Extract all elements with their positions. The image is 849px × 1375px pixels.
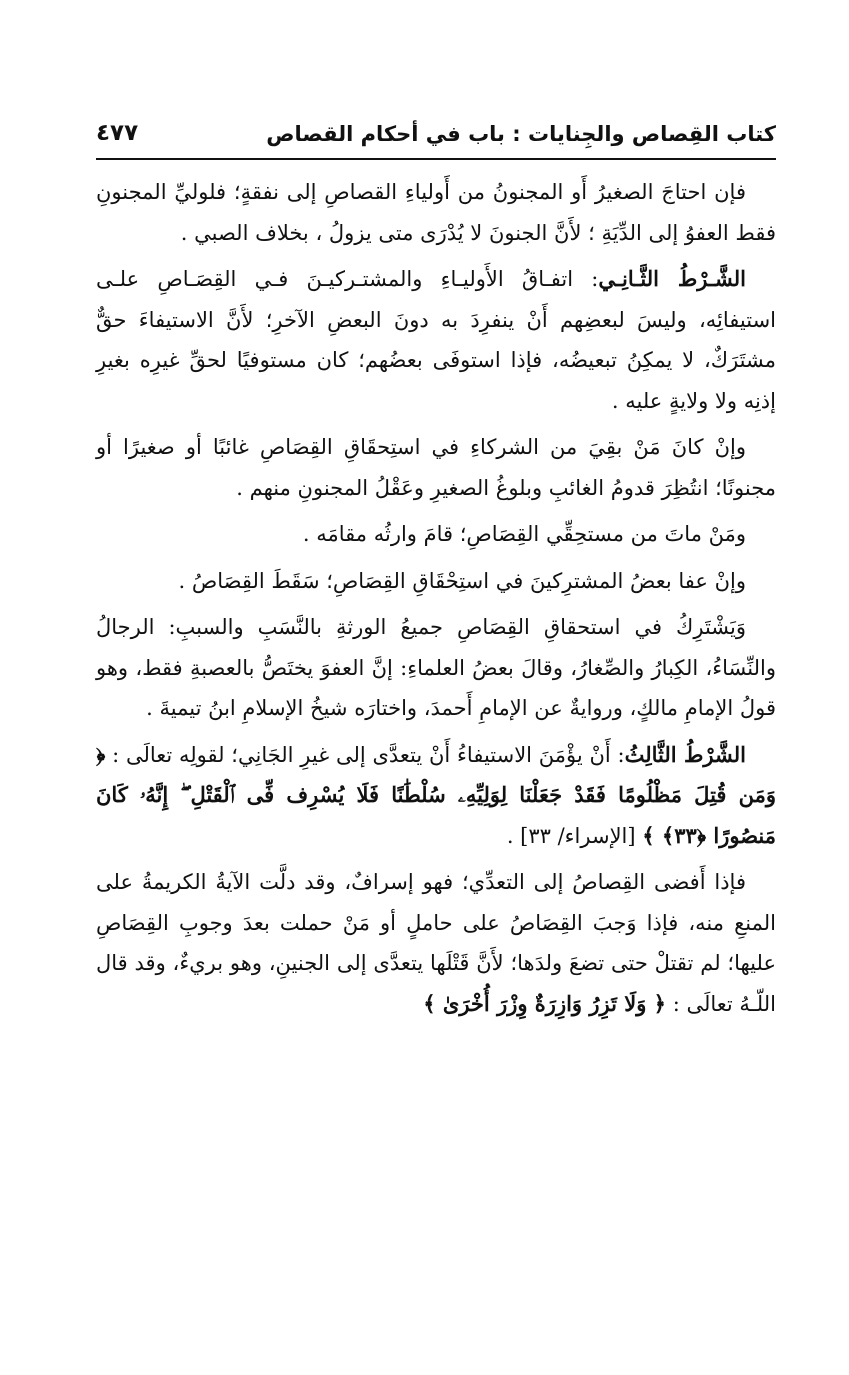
paragraph-text: وَيَشْتَرِكُ في استحقاقِ القِصَاصِ جميعُ الورثةِ بالنَّسَبِ والسببِ: الرجالُ والنِّسَاءُ، الكِبارُ والصِّغارُ، وقالَ بعضُ العلماءِ: إنَّ العفوَ يختَصُّ بالعصبةِ فقط، وهو قولُ الإمامِ مالكٍ، وروايةٌ عن الإمامِ أَحمدَ، واختارَه شيخُ الإسلامِ ابنُ تيميةَ . — [96, 615, 776, 720]
running-title: كتاب القِصاص والجِنايات : باب في أحكام القصاص — [266, 122, 776, 146]
condition-heading-third: الشَّرْطُ الثَّالِثُ — [624, 741, 746, 767]
paragraph-4 — [96, 514, 776, 555]
verse-reference: [الإسراء/ ٣٣] . — [506, 823, 636, 848]
paragraph-text: ومَنْ ماتَ من مستحِقِّي القِصَاصِ؛ قامَ وارثُه مقامَه . — [302, 522, 746, 546]
paragraph-2 — [96, 259, 776, 421]
paragraph-3 — [96, 427, 776, 508]
header-rule — [96, 158, 776, 160]
condition-heading-second: الشَّـرْطُ الثَّـانِـي — [598, 266, 746, 291]
paragraph-8 — [96, 862, 776, 1024]
paragraph-7 — [96, 735, 776, 857]
paragraph-6 — [96, 607, 776, 729]
paragraph-text: وإنْ كانَ مَنْ بقِيَ من الشركاءِ في استِحقَاقِ القِصَاصِ غائبًا أو صغيرًا أو مجنونًا؛ انتُظِرَ قدومُ الغائبِ وبلوغُ الصغيرِ وعَقْلُ المجنونِ منهم . — [96, 435, 776, 500]
paragraph-text: : اتفـاقُ الأَوليـاءِ والمشتـركيـنَ فـي القِصَـاصِ علـى استيفائِه، وليسَ لبعضِهم أَنْ ينفرِدَ به دونَ البعضِ الآخرِ؛ لأَنَّ الاستيفاءَ حقٌّ مشتَرَكٌ، لا يمكِنُ تبعيضُه، فإذا استوفَى بعضُهم؛ كان مستوفيًا لحقِّ غيرِه بغيرِ إذنِه ولا ولايةٍ عليه . — [96, 267, 777, 413]
paragraph-text: فإذا أَفضى القِصاصُ إلى التعدِّي؛ فهو إسرافٌ، وقد دلَّت الآيةُ الكريمةُ على المنعِ منه، فإذا وَجبَ القِصَاصُ على حاملٍ أو مَنْ حملت بعدَ وجوبِ القِصَاصِ عليها؛ لم تقتلْ حتى تضعَ ولدَها؛ لأَنَّ قَتْلَها يتعدَّى إلى الجنينِ، وهو بريءٌ، وقد قال اللّـهُ تعالَى : — [96, 870, 776, 1016]
page-body — [96, 172, 776, 1030]
paragraph-5 — [96, 561, 776, 602]
quran-verse: ﴿ وَلَا تَزِرُ وَازِرَةٌ وِزْرَ أُخْرَىٰ ﴾ — [423, 990, 666, 1016]
paragraph-text: فإن احتاجَ الصغيرُ أَو المجنونُ من أَولياءِ القصاصِ إلى نفقةٍ؛ فلوليِّ المجنونِ فقط العفوُ إلى الدِّيَةِ ؛ لأَنَّ الجنونَ لا يُدْرَى متى يزولُ ، بخلاف الصبي . — [96, 180, 776, 245]
paragraph-text: : أَنْ يؤْمَنَ الاستيفاءُ أَنْ يتعدَّى إلى غيرِ الجَانِي؛ لقولِه تعالَى : — [112, 742, 625, 767]
page-header — [96, 118, 776, 160]
quran-verse: ﴿ وَمَن قُتِلَ مَظْلُومًا فَقَدْ جَعَلْنَا لِوَلِيِّهِۦ سُلْطَٰنًا فَلَا يُسْرِف فِّى ٱلْقَتْلِ ۖ إِنَّهُۥ كَانَ مَنصُورًا ﴿٣٣﴾ ﴾ — [96, 741, 776, 848]
paragraph-1 — [96, 172, 776, 253]
page-number: ٤٧٧ — [96, 120, 139, 146]
paragraph-text: وإنْ عفا بعضُ المشترِكينَ في استِحْقَاقِ القِصَاصِ؛ سَقَطَ القِصَاصُ . — [178, 568, 746, 593]
